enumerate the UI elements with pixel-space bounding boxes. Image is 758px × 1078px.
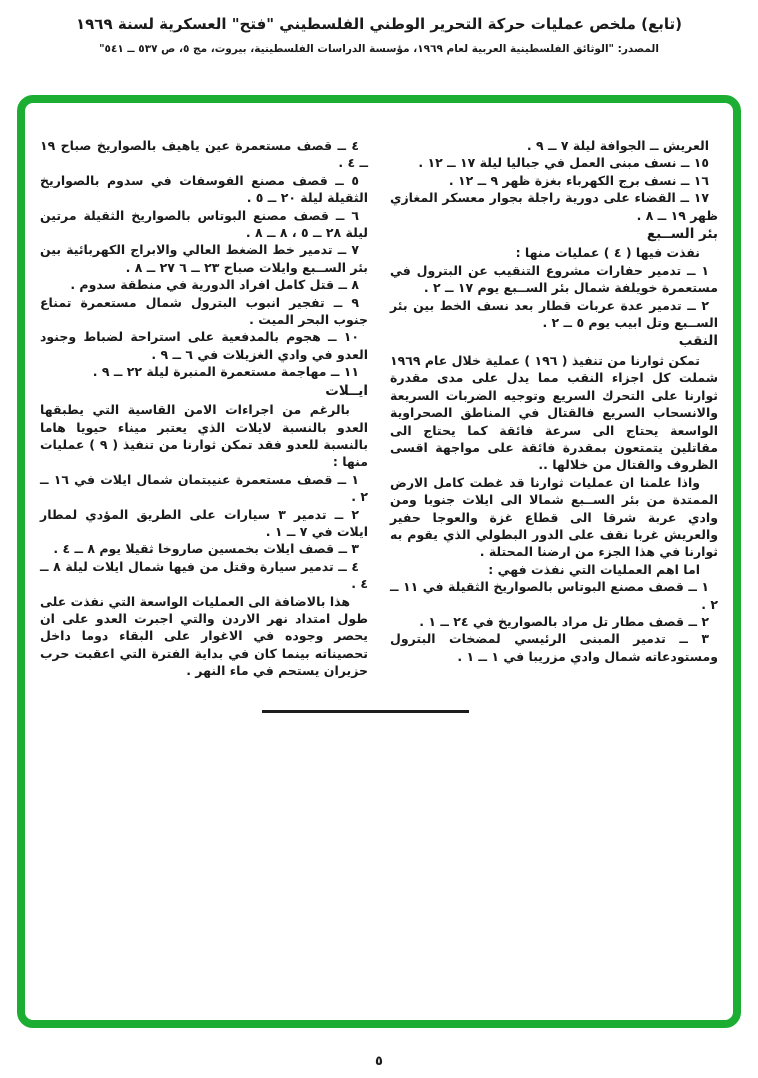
operation-item: ٩ ــ تفجير انبوب البترول شمال مستعمرة تمناع جنوب البحر الميت .	[40, 294, 368, 328]
text-paragraph: هذا بالاضافة الى العمليات الواسعة التي نفذت على طول امتداد نهر الاردن والتي اجبرت العدو على ان يحصر وجوده في الاغوار على البقاء دوما داخل تحصيناته بينما كان في بداية الفترة التي اعقبت حرب حزيران يستحم في ماء النهر .	[40, 593, 368, 679]
operation-item: ٢ ــ تدمير عدة عربات قطار بعد نسف الخط بين بئر الســبع وتل ابيب يوم ٥ ــ ٢ .	[390, 297, 718, 331]
operation-item: ١ ــ قصف مستعمرة عنيبتمان شمال ايلات في ١٦ ــ ٢ .	[40, 471, 368, 505]
section-heading: ايــلات	[325, 382, 368, 399]
operation-item: ١٠ ــ هجوم بالمدفعية على استراحة لضباط وجنود العدو في وادي الغزيلات في ٦ ــ ٩ .	[40, 329, 368, 362]
operation-item: ٢ ــ تدمير ٣ سيارات على الطريق المؤدي لمطار ايلات في ٧ ــ ١ .	[40, 506, 368, 539]
section-divider-rule	[262, 710, 469, 713]
operation-item: ٤ ــ تدمير سيارة وقتل من فيها شمال ايلات ليلة ٨ ــ ٤ .	[40, 558, 368, 592]
right-column	[390, 137, 718, 680]
text-paragraph: نفذت فيها ( ٤ ) عمليات منها :	[515, 245, 700, 261]
operation-item: العريش ــ الجوافة ليلة ٧ ــ ٩ .	[526, 138, 709, 153]
text-paragraph: واذا علمنا ان عمليات ثوارنا قد غطت كامل الارض الممتدة من بئر الســبع شمالا الى ايلات جنوبا ومن وادي عربة شرقا الى قطاع غزة والعوجا حفير والعريش غربا نقف على الدور البطولي الذي يقوم به ثوارنا في هذا الجزء من ارضنا المحتلة .	[390, 474, 718, 560]
operation-item: ٤ ــ قصف مستعمرة عين ياهيف بالصواريخ صباح ١٩ ــ ٤ .	[40, 138, 368, 171]
operation-item: ٨ ــ قتل كامل افراد الدورية في منطقة سدوم .	[70, 277, 359, 293]
two-column-text	[25, 103, 733, 680]
section-heading: بئر الســبع	[646, 226, 718, 243]
page-title: (تابع) ملخص عمليات حركة التحرير الوطني الفلسطيني "فتح" العسكرية لسنة ١٩٦٩	[76, 15, 682, 33]
operation-item: ٣ ــ قصف ايلات بخمسين صاروخا ثقيلا يوم ٨ ــ ٤ .	[53, 541, 359, 557]
page-header	[0, 0, 758, 55]
operation-item: ١ ــ قصف مصنع البوتاس بالصواريخ الثقيلة في ١١ ــ ٢ .	[390, 579, 718, 612]
operation-item: ٦ ــ قصف مصنع البوتاس بالصواريخ الثقيلة مرتين ليلة ٢٨ ــ ٥ ، ٨ ــ ٨ .	[40, 207, 368, 241]
operation-item: ١٦ ــ نسف برج الكهرباء بغزة ظهر ٩ ــ ١٢ .	[448, 172, 709, 188]
green-border-frame	[17, 95, 741, 1028]
page-number: ٥	[375, 1054, 383, 1069]
operation-item: ٥ ــ قصف مصنع الفوسفات في سدوم بالصواريخ الثقيلة ليلة ٢٠ ــ ٥ .	[40, 172, 368, 206]
section-heading: النقب	[678, 333, 718, 350]
text-paragraph: اما اهم العمليات التي نفذت فهي :	[488, 561, 700, 577]
operation-item: ١ ــ تدمير حفارات مشروع التنقيب عن البترول في مستعمرة خويلفة شمال بئر الســبع يوم ١٧ ــ ٢ .	[390, 262, 718, 296]
operation-item: ١٥ ــ نسف مبنى العمل في جباليا ليلة ١٧ ــ ١٢ .	[418, 155, 709, 171]
operation-item: ٣ ــ تدمير المبنى الرئيسي لمضخات البترول ومستودعاته شمال وادي مزريبا في ١ ــ ١ .	[390, 631, 718, 664]
operation-item: ١٧ ــ القضاء على دورية راجلة بجوار معسكر المغازي ظهر ١٩ ــ ٨ .	[390, 190, 718, 223]
operation-item: ١١ ــ مهاجمة مستعمرة المنبرة ليلة ٢٢ ــ ٩ .	[92, 364, 359, 380]
operation-item: ٧ ــ تدمير خط الضغط العالي والابراج الكهربائية بين بئر الســبع وايلات صباح ٢٣ ــ ٦ ٢٧ ــ ٨ .	[40, 242, 368, 275]
text-paragraph: بالرغم من اجراءات الامن القاسية التي يطبقها العدو بالنسبة لايلات الذي يعتبر ميناء حيويا هاما بالنسبة للعدو فقد تمكن ثوارنا من تنفيذ ( ٩ ) عمليات منها :	[40, 402, 369, 470]
source-line: المصدر: "الوثائق الفلسطينية العربية لعام ١٩٦٩، مؤسسة الدراسات الفلسطينية، بيروت، مج ٥، ص ٥٣٧ ــ ٥٤١"	[99, 43, 659, 55]
left-column	[40, 137, 368, 680]
operation-item: ٢ ــ قصف مطار تل مراد بالصواريخ في ٢٤ ــ ١ .	[419, 613, 709, 629]
text-paragraph: تمكن ثوارنا من تنفيذ ( ١٩٦ ) عملية خلال عام ١٩٦٩ شملت كل اجزاء النقب مما يدل على مدى مقدرة ثوارنا على التحرك السريع وتوجيه الضربات السريعة والانسحاب السريع فالقتال في المناطق الصحراوية الواسعة يحتاج الى سرعة فائقة كما يحتاج الى مقاتلين يتمتعون بمقدرة فائقة على مواجهة اقسى الظروف والقتال من خلالها ..	[390, 352, 718, 473]
